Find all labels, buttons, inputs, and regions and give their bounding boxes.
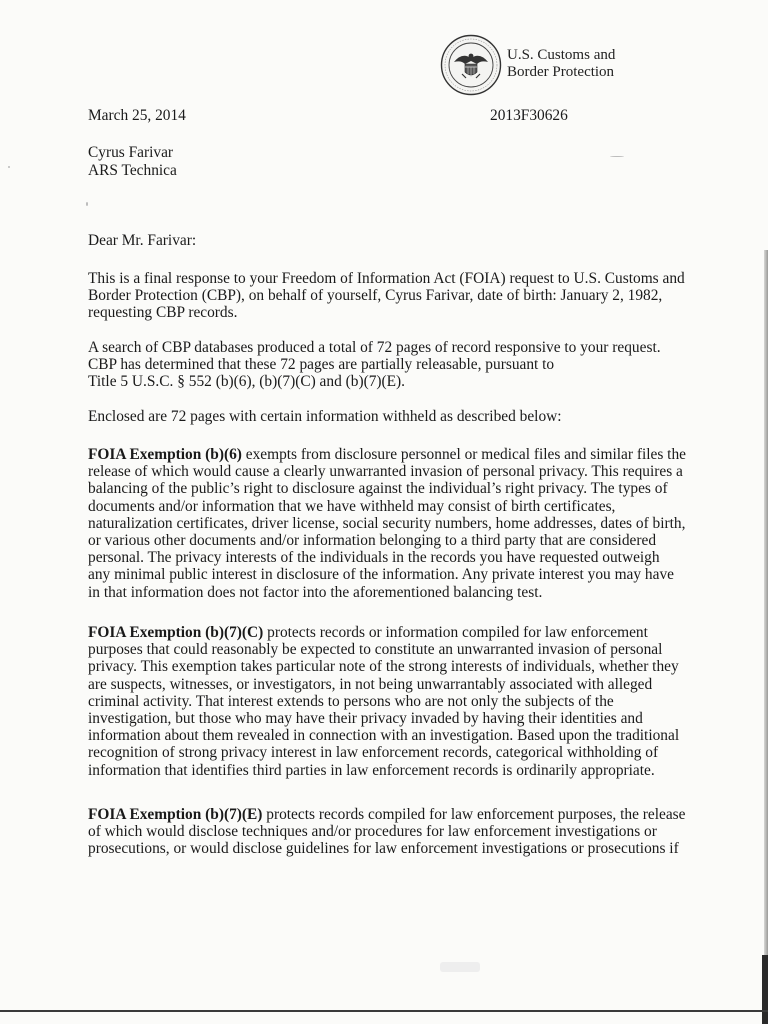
scan-edge — [764, 250, 768, 1024]
paragraph-first-line — [88, 446, 686, 463]
addressee-organization: ARS Technica — [88, 161, 177, 179]
paragraph-line: Title 5 U.S.C. § 552 (b)(6), (b)(7)(C) and (b)(7)(E). — [88, 373, 406, 391]
paragraph-line: in that information does not factor into the aforementioned balancing test. — [88, 583, 543, 601]
agency-name-line1: U.S. Customs and — [507, 47, 616, 63]
paragraph-line: personal. The privacy interests of the individuals in the records you have requested outweigh — [88, 549, 660, 567]
paragraph-line: information that identifies third parties in law enforcement records is ordinarily appropriate. — [88, 761, 655, 779]
scan-speck — [8, 166, 10, 168]
paragraph-line: any minimal public interest in disclosure of the information. Any private interest you may have — [88, 566, 674, 584]
paragraph-line: A search of CBP databases produced a total of 72 pages of record responsive to your request. — [88, 339, 661, 356]
paragraph-line: naturalization certificates, driver license, social security numbers, home addresses, dates of birth, — [88, 514, 686, 532]
scan-speck — [610, 156, 624, 157]
paragraph-line: privacy. This exemption takes particular note of the strong interests of individuals, whether they — [88, 658, 679, 676]
dhs-seal-icon — [440, 34, 502, 96]
paragraph-line: requesting CBP records. — [88, 304, 238, 322]
paragraph-line-rest: protects records or information compiled for law enforcement — [263, 624, 648, 641]
paragraph-line: of which would disclose techniques and/or procedures for law enforcement investigations or — [88, 823, 657, 841]
paragraph-line: prosecutions, or would disclose guidelines for law enforcement investigations or prosecutions if — [88, 840, 679, 858]
paragraph-first-line — [88, 806, 686, 823]
paragraph-enclosure — [88, 408, 562, 425]
paragraph-line: are suspects, witnesses, or investigators, in not being unwarrantably associated with alleged — [88, 675, 653, 693]
exemption-heading: FOIA Exemption (b)(7)(E) — [88, 806, 263, 823]
paragraph-line: CBP has determined that these 72 pages are partially releasable, pursuant to — [88, 356, 555, 374]
exemption-heading: FOIA Exemption (b)(7)(C) — [88, 624, 264, 641]
paragraph-line: release of which would cause a clearly unwarranted invasion of personal privacy. This requires a — [88, 463, 683, 481]
scan-bottom-edge — [0, 1010, 768, 1012]
addressee-name: Cyrus Farivar — [88, 144, 174, 161]
paragraph-line-rest: protects records compiled for law enforcement purposes, the release — [262, 806, 686, 823]
paragraph-line: Border Protection (CBP), on behalf of yourself, Cyrus Farivar, date of birth: January 2, 1982, — [88, 287, 663, 305]
agency-name-line2: Border Protection — [507, 64, 615, 80]
paragraph-line: This is a final response to your Freedom of Information Act (FOIA) request to U.S. Customs and — [88, 270, 685, 287]
scan-edge-dark — [762, 955, 768, 1024]
paragraph-search-result — [88, 339, 661, 391]
paragraph-line: purposes that could reasonably be expected to constitute an unwarranted invasion of personal — [88, 641, 663, 659]
reference-number: 2013F30626 — [490, 107, 568, 124]
paragraph-exemption-b7c — [88, 624, 679, 779]
scan-speck — [86, 202, 88, 206]
paragraph-line: Enclosed are 72 pages with certain information withheld as described below: — [88, 408, 562, 425]
paragraph-exemption-b6 — [88, 446, 686, 601]
agency-name — [507, 47, 615, 81]
paragraph-line: balancing of the public’s right to disclosure against the individual’s right privacy. The types of — [88, 480, 668, 498]
scan-speck — [440, 962, 480, 972]
paragraph-line-rest: exempts from disclosure personnel or medical files and similar files the — [241, 446, 686, 463]
paragraph-line: recognition of strong privacy interest in law enforcement records, categorical withholding of — [88, 744, 659, 762]
addressee-block — [88, 144, 177, 179]
paragraph-line: criminal activity. That interest extends to persons who are not only the subjects of the — [88, 692, 614, 710]
paragraph-line: documents and/or information that we have withheld may consist of birth certificates, — [88, 497, 616, 515]
paragraph-line: information about them revealed in connection with an investigation. Based upon the traditional — [88, 727, 680, 745]
letter-date: March 25, 2014 — [88, 107, 186, 124]
salutation: Dear Mr. Farivar: — [88, 232, 197, 249]
paragraph-intro — [88, 270, 685, 322]
paragraph-exemption-b7e — [88, 806, 686, 858]
paragraph-line: or various other documents and/or information belonging to a third party that are considered — [88, 532, 657, 550]
paragraph-first-line — [88, 624, 679, 641]
exemption-heading: FOIA Exemption (b)(6) — [88, 446, 242, 463]
paragraph-line: investigation, but those who may have their privacy invaded by having their identities and — [88, 710, 643, 728]
